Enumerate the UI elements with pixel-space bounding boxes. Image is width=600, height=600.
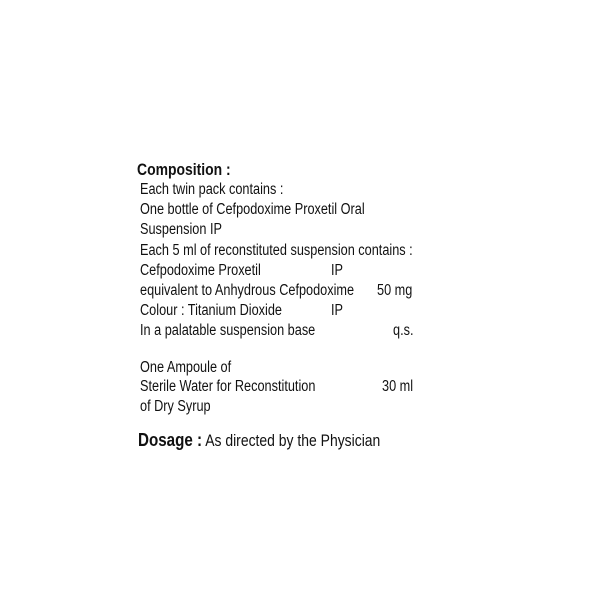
base-amount: q.s. <box>393 322 414 339</box>
composition-line: Colour : Titanium Dioxide <box>140 302 283 319</box>
composition-line: equivalent to Anhydrous Cefpodoxime <box>140 282 355 299</box>
composition-line: Sterile Water for Reconstitution <box>140 378 316 395</box>
composition-line: of Dry Syrup <box>140 398 211 415</box>
dosage-label: Dosage : <box>138 429 203 450</box>
cefpodoxime-amount: 50 mg <box>377 282 413 299</box>
composition-line: In a palatable suspension base <box>140 322 316 339</box>
dosage-text: As directed by the Physician <box>205 431 381 450</box>
composition-heading: Composition : <box>137 160 231 179</box>
composition-line: Cefpodoxime Proxetil <box>140 262 261 279</box>
composition-line: One bottle of Cefpodoxime Proxetil Oral <box>140 201 365 218</box>
composition-line: One Ampoule of <box>140 359 232 376</box>
dosage-section <box>138 431 380 450</box>
water-amount: 30 ml <box>382 378 414 395</box>
composition-line: Each 5 ml of reconstituted suspension contains : <box>140 242 413 259</box>
cefpodoxime-grade: IP <box>331 262 344 279</box>
composition-line: Each twin pack contains : <box>140 181 284 198</box>
colour-grade: IP <box>331 302 344 319</box>
composition-line: Suspension IP <box>140 221 222 238</box>
